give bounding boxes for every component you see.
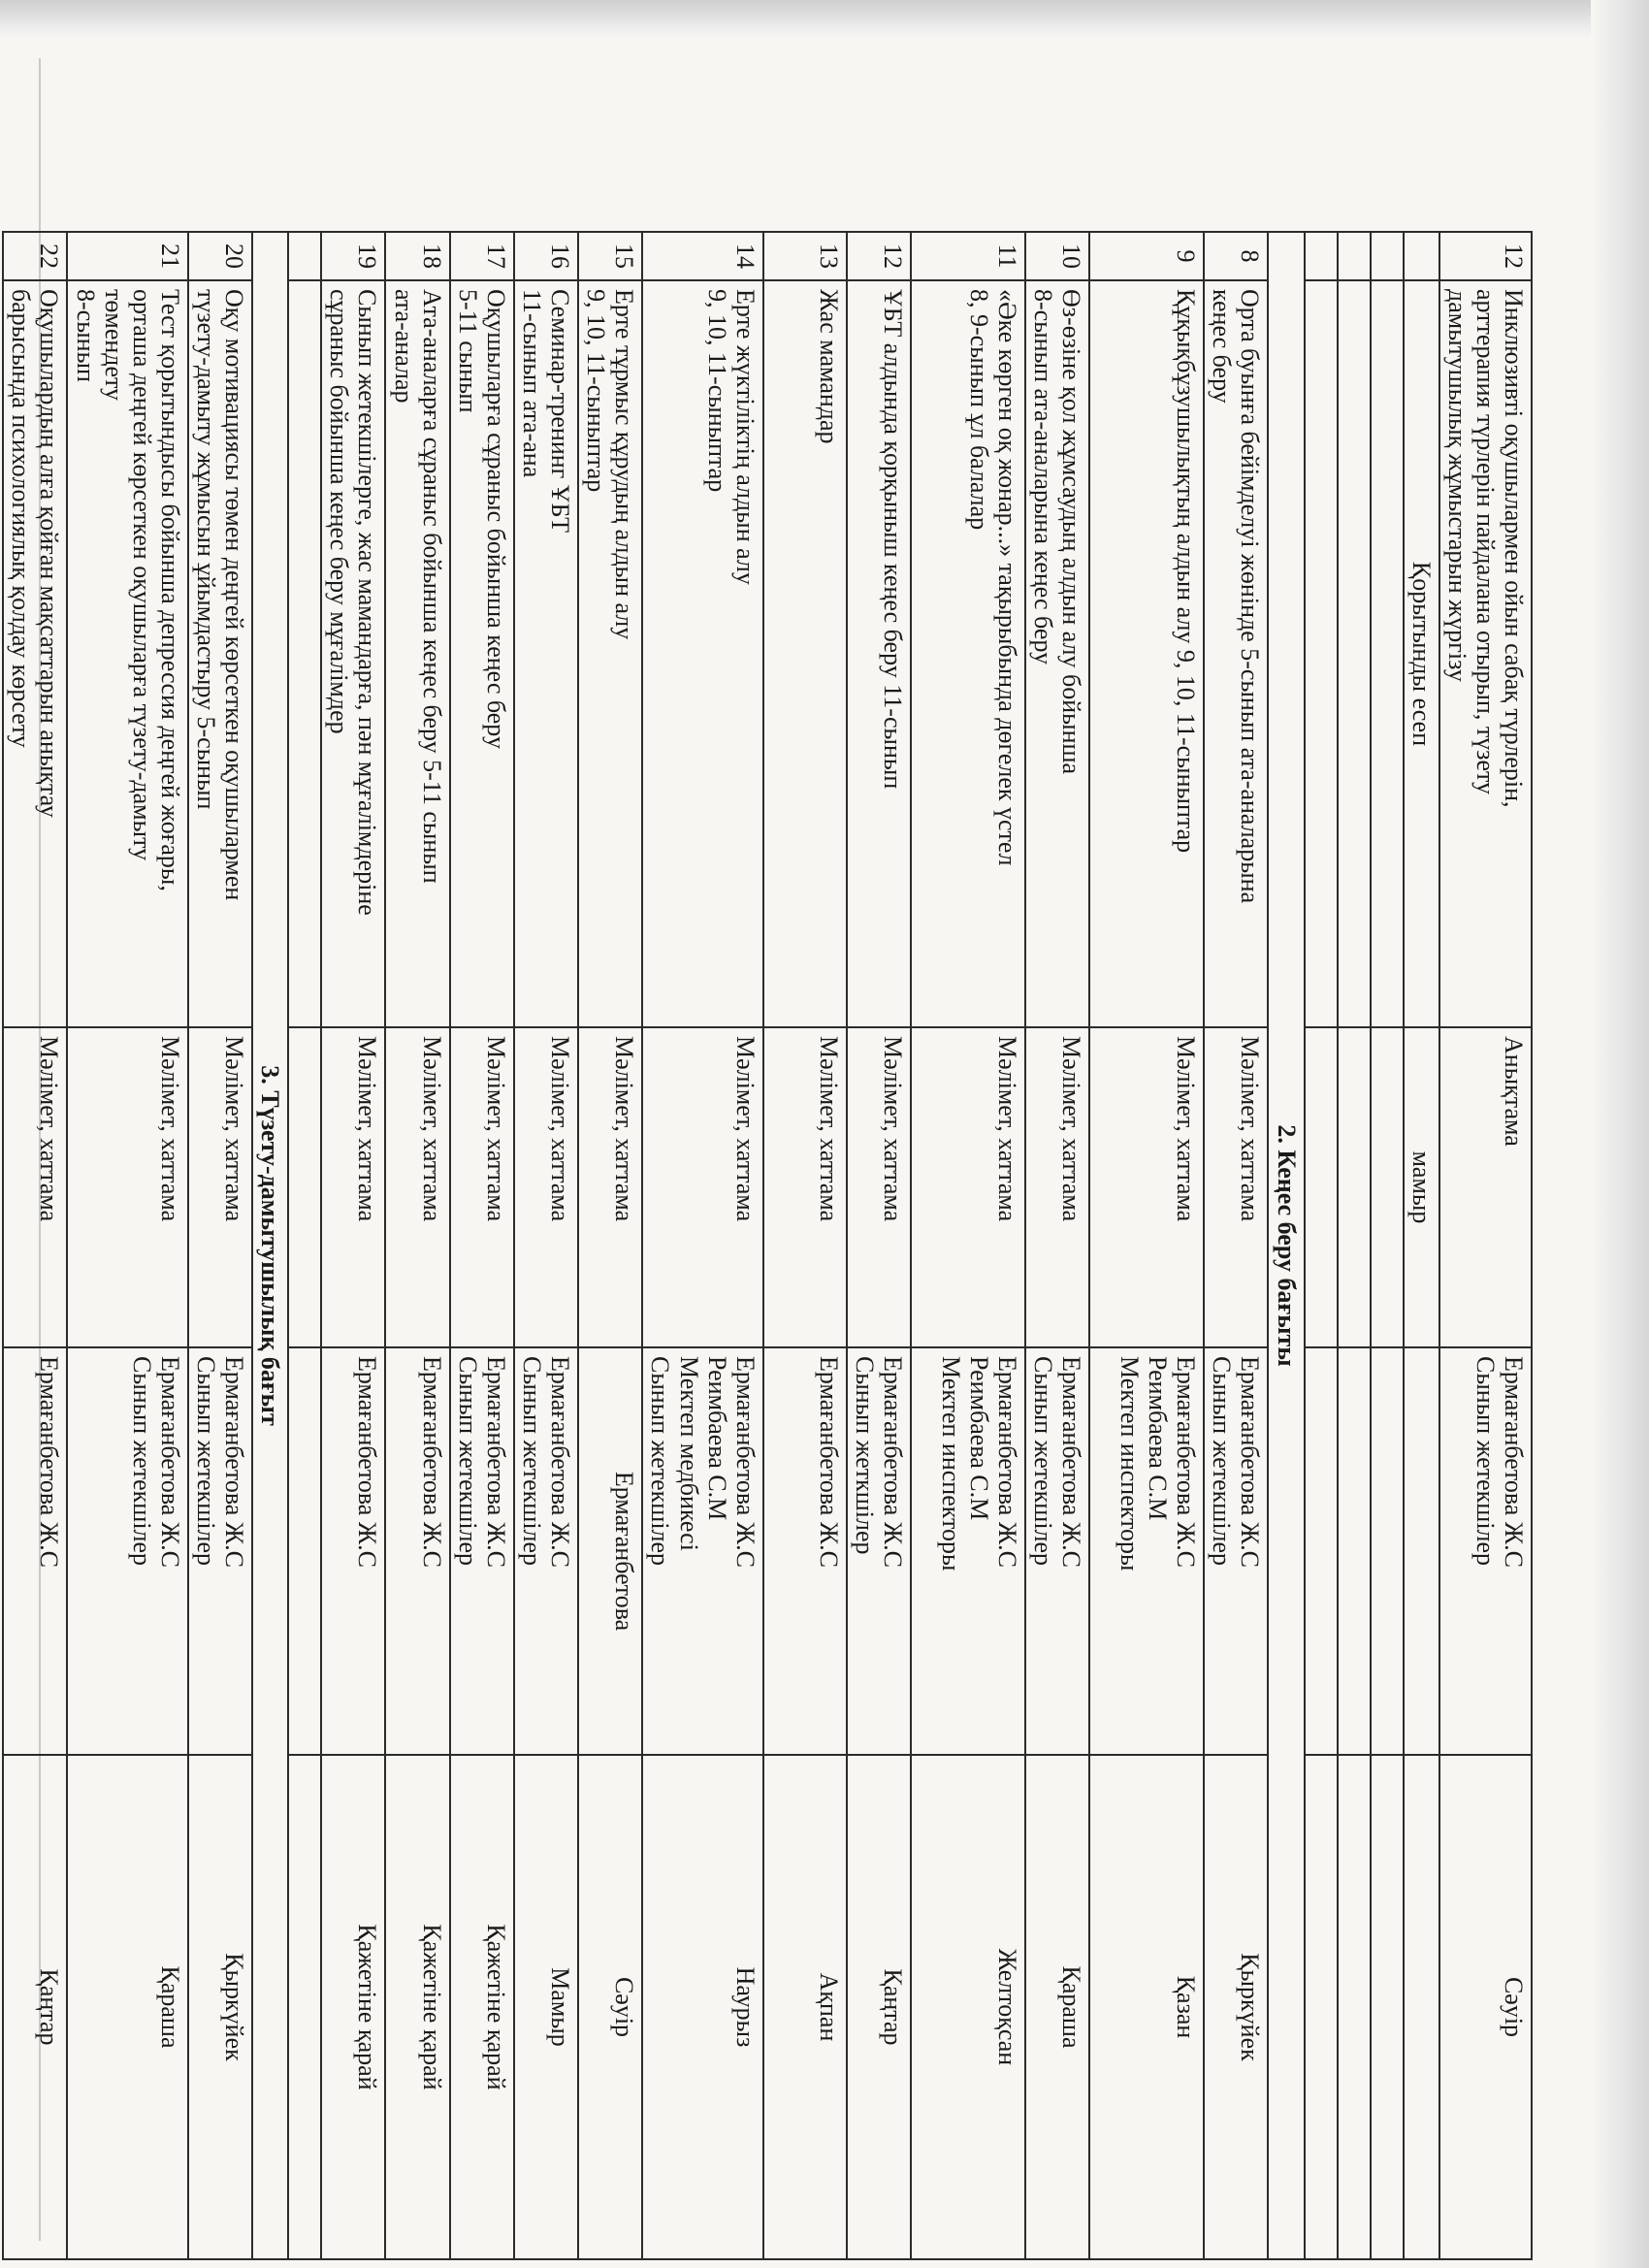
responsible-line: Реимбаева С.М — [1144, 1356, 1173, 1521]
section-title: 2. Кеңес беру бағыты — [1268, 232, 1304, 2259]
row-form: Мәлімет, хаттама — [1025, 1027, 1089, 1347]
row-number: 12 — [1439, 232, 1532, 280]
blank-cell — [1371, 1027, 1404, 1347]
row-content — [578, 280, 642, 1027]
table-row — [1439, 232, 1532, 2259]
responsible-line: Сынып жетекшілер — [1029, 1356, 1058, 1567]
row-content — [68, 280, 188, 1027]
row-content — [514, 280, 578, 1027]
responsible-line: Сынып жетекшілер — [453, 1356, 482, 1567]
content-line: Орта буынға бейімделуі жөнінде 5-сынып ата-аналарына — [1236, 289, 1265, 904]
row-responsible — [763, 1347, 847, 1755]
row-content — [911, 280, 1025, 1027]
responsible-line: Сынып жетекшілер — [1208, 1356, 1237, 1567]
responsible-line: Ермағанбетова Ж.С — [814, 1356, 843, 1568]
content-line: Ерте жүктіліктің алдын алу — [730, 289, 760, 585]
row-form: Мәлімет, хаттама — [1204, 1027, 1268, 1347]
row-content — [1089, 280, 1204, 1027]
content-line: Сынып жетекшілерге, жас мамандарға, пән мұғалімдеріне — [353, 289, 382, 916]
row-responsible — [385, 1347, 449, 1755]
row-form: Мәлімет, хаттама — [763, 1027, 847, 1347]
report-label: Қорытынды есеп — [1404, 280, 1439, 1027]
table-row — [1025, 232, 1089, 2259]
row-number: 21 — [68, 232, 188, 280]
row-content — [321, 280, 385, 1027]
report-deadline: мамыр — [1404, 1027, 1439, 1347]
content-line: Оқушыларға сұраныс бойынша кеңес беру — [481, 289, 510, 749]
responsible-line: Ермағанбетова — [610, 1471, 639, 1632]
blank-cell — [1338, 280, 1371, 1027]
row-form: Мәлімет, хаттама — [847, 1027, 911, 1347]
row-time: Желтоқсан — [911, 1755, 1025, 2259]
blank-cell — [288, 1347, 321, 1755]
content-line: 9, 10, 11-сыныптар — [702, 289, 731, 493]
row-time: Қыркүйек — [188, 1755, 252, 2259]
content-line: түзету-дамыту жұмысын ұйымдастыру 5-сынып — [192, 289, 221, 810]
row-form: Мәлімет, хаттама — [1089, 1027, 1204, 1347]
section-row — [1268, 232, 1304, 2259]
table-row — [763, 232, 847, 2259]
row-form: Анықтама — [1439, 1027, 1532, 1347]
table-row — [321, 232, 385, 2259]
blank-row — [1305, 232, 1338, 2259]
row-content — [847, 280, 911, 1027]
row-number: 19 — [321, 232, 385, 280]
responsible-line: Сынып жетекшілер — [646, 1356, 675, 1567]
row-form: Мәлімет, хаттама — [188, 1027, 252, 1347]
row-number: 13 — [763, 232, 847, 280]
rotated-document-page — [7, 231, 1533, 2258]
responsible-line: Ермағанбетова Ж.С — [879, 1356, 908, 1568]
blank-cell — [288, 1755, 321, 2259]
row-form: Мәлімет, хаттама — [642, 1027, 762, 1347]
row-content — [450, 280, 514, 1027]
blank-cell — [1305, 1027, 1338, 1347]
row-time: Наурыз — [642, 1755, 762, 2259]
row-time: Қараша — [68, 1755, 188, 2259]
blank-cell — [288, 1027, 321, 1347]
responsible-line: Ермағанбетова Ж.С — [546, 1356, 575, 1568]
row-time: Қажетіне қарай — [321, 1755, 385, 2259]
blank-cell — [1404, 1347, 1439, 1755]
row-responsible — [1089, 1347, 1204, 1755]
table-row — [188, 232, 252, 2259]
row-number: 20 — [188, 232, 252, 280]
blank-cell — [288, 280, 321, 1027]
content-line: 11-сынып ата-ана — [518, 289, 547, 478]
row-responsible — [450, 1347, 514, 1755]
row-content — [642, 280, 762, 1027]
blank-cell — [1338, 1347, 1371, 1755]
row-responsible — [1439, 1347, 1532, 1755]
content-line: ата-аналар — [389, 289, 418, 404]
row-number: 9 — [1089, 232, 1204, 280]
blank-cell — [1338, 232, 1371, 280]
row-number: 12 — [847, 232, 911, 280]
row-content — [763, 280, 847, 1027]
work-plan-body — [3, 232, 1532, 2259]
blank-row — [1338, 232, 1371, 2259]
content-line: 9, 10, 11-сыныптар — [582, 289, 611, 493]
row-number: 16 — [514, 232, 578, 280]
table-row — [514, 232, 578, 2259]
table-row — [847, 232, 911, 2259]
row-responsible — [578, 1347, 642, 1755]
row-content — [188, 280, 252, 1027]
responsible-line: Сынып жетекшілер — [192, 1356, 221, 1567]
content-line: Ата-аналарға сұраныс бойынша кеңес беру 5-11 сынып — [417, 289, 446, 884]
content-line: 5-11 сынып — [453, 289, 482, 413]
row-form: Мәлімет, хаттама — [450, 1027, 514, 1347]
row-number: 8 — [1204, 232, 1268, 280]
content-line: 8-сынып — [71, 289, 100, 382]
content-line: Оқу мотивациясы төмен деңгей көрсеткен оқушылармен — [220, 289, 249, 901]
row-number: 10 — [1025, 232, 1089, 280]
content-line: «Әке көрген оқ жонар...» тақырыбында дөгелек үстел — [993, 289, 1022, 866]
blank-cell — [1371, 1347, 1404, 1755]
row-time: Қазан — [1089, 1755, 1204, 2259]
table-row — [68, 232, 188, 2259]
table-row — [385, 232, 449, 2259]
responsible-line: Реимбаева С.М — [964, 1356, 993, 1521]
responsible-line: Ермағанбетова Ж.С — [481, 1356, 510, 1568]
content-line: барысында психологиялық қолдау көрсету — [7, 289, 36, 748]
blank-cell — [1371, 1755, 1404, 2259]
row-form: Мәлімет, хаттама — [385, 1027, 449, 1347]
responsible-line: Мектеп инспекторы — [936, 1356, 965, 1571]
content-line: Семинар-тренинг ҰБТ — [546, 289, 575, 534]
content-line: төмендету — [99, 289, 128, 402]
scan-top-shadow — [0, 0, 1649, 39]
blank-cell — [1305, 1347, 1338, 1755]
row-responsible — [321, 1347, 385, 1755]
responsible-line: Мектеп медбикесі — [674, 1356, 703, 1551]
blank-cell — [1338, 1027, 1371, 1347]
row-time: Сәуір — [578, 1755, 642, 2259]
scan-right-shadow — [1591, 0, 1649, 2268]
table-row — [1089, 232, 1204, 2259]
responsible-line: Реимбаева С.М — [702, 1356, 731, 1521]
table-row — [450, 232, 514, 2259]
responsible-line: Ермағанбетова Ж.С — [417, 1356, 446, 1568]
blank-cell — [288, 232, 321, 280]
row-responsible — [847, 1347, 911, 1755]
table-row — [911, 232, 1025, 2259]
responsible-line: Мектеп инспекторы — [1116, 1356, 1145, 1571]
table-row — [1204, 232, 1268, 2259]
row-time: Қажетіне қарай — [385, 1755, 449, 2259]
row-time: Сәуір — [1439, 1755, 1532, 2259]
row-form: Мәлімет, хаттама — [578, 1027, 642, 1347]
responsible-line: Ермағанбетова Ж.С — [353, 1356, 382, 1568]
content-line: 8-сынып ата-аналарына кеңес беру — [1029, 289, 1058, 665]
blank-cell — [1305, 232, 1338, 280]
row-responsible — [514, 1347, 578, 1755]
row-time: Қаңтар — [847, 1755, 911, 2259]
content-line: Жас мамандар — [814, 289, 843, 444]
content-line: Оқушылардың алға қойған мақсаттарын анықтау — [35, 289, 64, 818]
section-title: 3. Түзету-дамытушылық бағыт — [252, 232, 288, 2259]
row-number: 15 — [578, 232, 642, 280]
responsible-line: Ермағанбетова Ж.С — [730, 1356, 760, 1568]
responsible-line: Сынып жетекшілер — [1471, 1356, 1500, 1567]
row-time: Қыркүйек — [1204, 1755, 1268, 2259]
row-responsible — [1204, 1347, 1268, 1755]
row-form: Мәлімет, хаттама — [514, 1027, 578, 1347]
table-row — [642, 232, 762, 2259]
row-form: Мәлімет, хаттама — [68, 1027, 188, 1347]
row-number: 18 — [385, 232, 449, 280]
table-row — [3, 232, 67, 2259]
responsible-line: Сынып жеткшілер — [850, 1356, 879, 1555]
blank-cell — [1305, 1755, 1338, 2259]
responsible-line: Ермағанбетова Ж.С — [220, 1356, 249, 1568]
blank-cell — [1338, 1755, 1371, 2259]
content-line: 8, 9-сынып ұл балалар — [964, 289, 993, 531]
responsible-line: Сынып жетекшілер — [518, 1356, 547, 1567]
section-row — [252, 232, 288, 2259]
work-plan-table — [2, 231, 1533, 2260]
row-time: Қажетіне қарай — [450, 1755, 514, 2259]
content-line: кеңес беру — [1208, 289, 1237, 404]
blank-cell — [1404, 232, 1439, 280]
content-line: Тест қорытындысы бойынша депрессия деңгей жоғары, — [155, 289, 184, 891]
content-line: сұраныс бойынша кеңес беру мұғалімдер — [325, 289, 354, 734]
content-line: дамытушылық жұмыстарын жүргізу — [1442, 289, 1471, 682]
row-content — [385, 280, 449, 1027]
content-line: орташа деңгей көрсеткен оқушыларға түзету-дамыту — [127, 289, 156, 861]
blank-cell — [1404, 1755, 1439, 2259]
row-responsible — [68, 1347, 188, 1755]
responsible-line: Ермағанбетова Ж.С — [1057, 1356, 1086, 1568]
row-time: Қараша — [1025, 1755, 1089, 2259]
responsible-line: Ермағанбетова Ж.С — [35, 1356, 64, 1568]
content-line: арттерапия түрлерін пайдалана отырып, түзету — [1471, 289, 1500, 795]
responsible-line: Ермағанбетова Ж.С — [1500, 1356, 1528, 1568]
row-number: 11 — [911, 232, 1025, 280]
responsible-line: Ермағанбетова Ж.С — [155, 1356, 184, 1568]
content-line: Құқықбұзушылықтың алдын алу 9, 10, 11-сыныптар — [1172, 289, 1201, 854]
blank-row — [288, 232, 321, 2259]
responsible-line: Ермағанбетова Ж.С — [993, 1356, 1022, 1568]
row-form: Мәлімет, хаттама — [911, 1027, 1025, 1347]
row-responsible — [642, 1347, 762, 1755]
content-line: ҰБТ алдында қорқыныш кеңес беру 11-сынып — [879, 289, 908, 790]
responsible-line: Ермағанбетова Ж.С — [1236, 1356, 1265, 1568]
report-row — [1404, 232, 1439, 2259]
blank-cell — [1305, 280, 1338, 1027]
row-number: 14 — [642, 232, 762, 280]
responsible-line: Ермағанбетова Ж.С — [1172, 1356, 1201, 1568]
content-line: Инклюзивті оқушылармен ойын сабақ түрлерін, — [1500, 289, 1528, 808]
table-row — [578, 232, 642, 2259]
row-content — [1204, 280, 1268, 1027]
row-responsible — [1025, 1347, 1089, 1755]
row-content — [1439, 280, 1532, 1027]
row-number: 17 — [450, 232, 514, 280]
row-form: Мәлімет, хаттама — [3, 1027, 67, 1347]
content-line: Ерте тұрмыс құрудың алдын алу — [610, 289, 639, 640]
row-content — [3, 280, 67, 1027]
content-line: Өз-өзіне қол жұмсаудың алдын алу бойынша — [1057, 289, 1086, 775]
row-responsible — [911, 1347, 1025, 1755]
row-responsible — [188, 1347, 252, 1755]
row-content — [1025, 280, 1089, 1027]
blank-cell — [1371, 280, 1404, 1027]
row-time: Ақпан — [763, 1755, 847, 2259]
row-form: Мәлімет, хаттама — [321, 1027, 385, 1347]
blank-cell — [1371, 232, 1404, 280]
row-number: 22 — [3, 232, 67, 280]
row-time: Қаңтар — [3, 1755, 67, 2259]
blank-row — [1371, 232, 1404, 2259]
row-time: Мамыр — [514, 1755, 578, 2259]
row-responsible — [3, 1347, 67, 1755]
responsible-line: Сынып жетекшілер — [127, 1356, 156, 1567]
